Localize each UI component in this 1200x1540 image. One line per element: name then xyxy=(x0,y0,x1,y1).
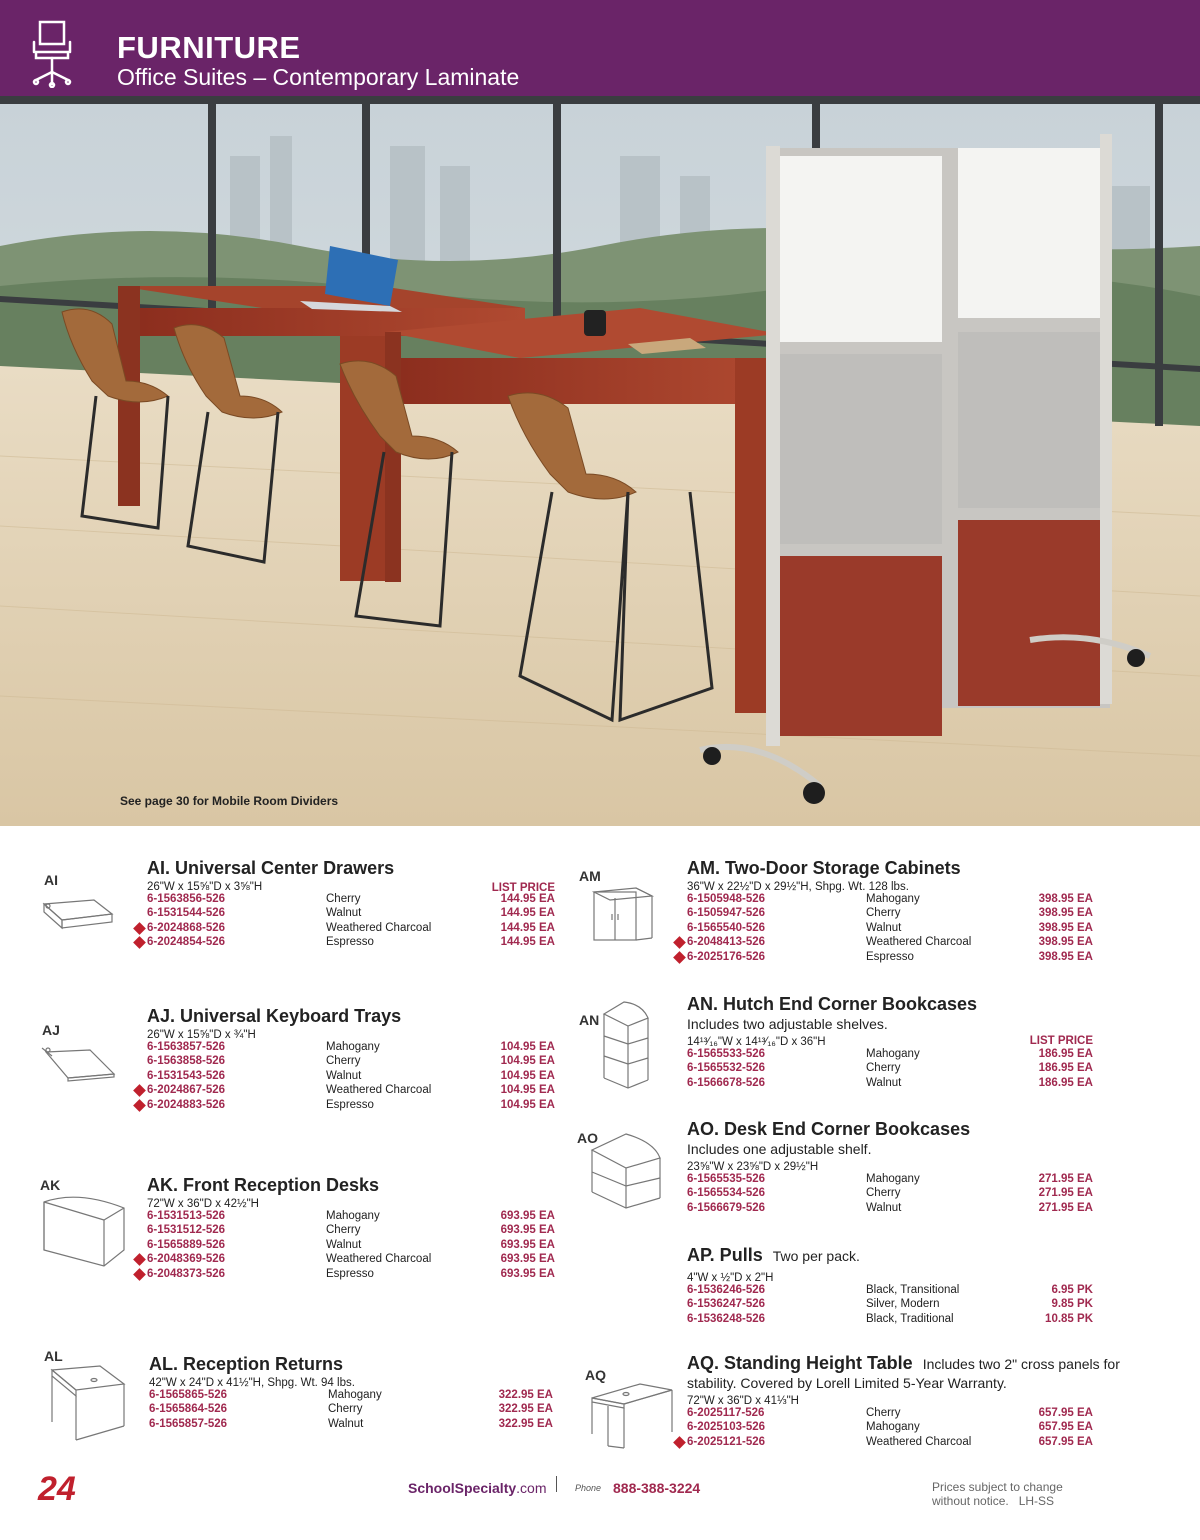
page-subtitle: Office Suites – Contemporary Laminate xyxy=(117,64,520,90)
sku-table xyxy=(687,1173,1093,1216)
finish-name: Weathered Charcoal xyxy=(866,1435,972,1448)
price: 104.95 EA xyxy=(500,1098,555,1111)
item-code-ao: AO xyxy=(577,1130,598,1146)
item-code-aq: AQ xyxy=(585,1367,606,1383)
finish-name: Cherry xyxy=(866,1062,901,1075)
storage-cabinet-thumbnail-icon xyxy=(588,882,658,948)
price: 104.95 EA xyxy=(500,1055,555,1068)
finish-name: Cherry xyxy=(326,1224,361,1237)
price: 271.95 EA xyxy=(1038,1187,1093,1200)
sku-number: 6-2048369-526 xyxy=(147,1253,226,1266)
product-dims: 42"W x 24"D x 41½"H, Shpg. Wt. 94 lbs. xyxy=(149,1377,355,1389)
sku-number: 6-1563858-526 xyxy=(147,1055,226,1068)
price: 693.95 EA xyxy=(500,1224,555,1237)
finish-name: Espresso xyxy=(326,936,374,949)
sku-table xyxy=(147,1041,555,1113)
sku-table xyxy=(687,1048,1093,1091)
finish-name: Cherry xyxy=(866,907,901,920)
product-aj xyxy=(147,1006,555,1113)
sku-number: 6-1565540-526 xyxy=(687,921,766,934)
new-item-diamond-icon xyxy=(133,922,146,935)
price: 322.95 EA xyxy=(498,1417,553,1430)
drawer-thumbnail-icon xyxy=(38,888,118,938)
finish-name: Espresso xyxy=(326,1267,374,1280)
sku-row xyxy=(687,1048,1093,1062)
sku-row xyxy=(147,893,555,907)
product-aq xyxy=(687,1353,1120,1450)
product-title: AQ. Standing Height Table xyxy=(687,1353,913,1373)
product-dims: 26"W x 15⅝"D x 3⅝"H xyxy=(147,881,263,893)
product-ap xyxy=(687,1245,1093,1327)
finish-name: Weathered Charcoal xyxy=(326,1084,432,1097)
sku-number: 6-1565857-526 xyxy=(149,1417,228,1430)
price: 693.95 EA xyxy=(500,1210,555,1222)
sku-row xyxy=(687,1187,1093,1201)
price: 322.95 EA xyxy=(498,1389,553,1401)
product-subtitle: Includes one adjustable shelf. xyxy=(687,1141,872,1157)
item-code-am: AM xyxy=(579,868,601,884)
finish-name: Espresso xyxy=(326,1098,374,1111)
finish-name: Black, Traditional xyxy=(866,1312,954,1325)
price: 104.95 EA xyxy=(500,1084,555,1097)
finish-name: Cherry xyxy=(328,1403,363,1416)
price: 657.95 EA xyxy=(1038,1407,1093,1419)
hero-photo xyxy=(0,96,1200,826)
phone-number[interactable]: 888-388-3224 xyxy=(613,1480,701,1496)
finish-name: Silver, Modern xyxy=(866,1298,940,1311)
finish-name: Mahogany xyxy=(866,1048,920,1060)
sku-number: 6-1565865-526 xyxy=(149,1389,228,1401)
sku-row xyxy=(687,1202,1093,1216)
finish-name: Weathered Charcoal xyxy=(326,1253,432,1266)
page-header xyxy=(0,0,1200,96)
sku-row xyxy=(147,1041,555,1055)
sku-number: 6-2024883-526 xyxy=(147,1098,226,1111)
sku-row xyxy=(149,1389,553,1403)
product-dims: 4"W x ½"D x 2"H xyxy=(687,1272,774,1284)
sku-number: 6-2048413-526 xyxy=(687,936,766,949)
price: 271.95 EA xyxy=(1038,1173,1093,1185)
list-price-label: LIST PRICE xyxy=(1029,1035,1093,1047)
sku-row xyxy=(147,1253,555,1267)
office-chair-icon xyxy=(28,18,76,88)
sku-number: 6-2025117-526 xyxy=(687,1407,765,1419)
sku-row xyxy=(147,1099,555,1113)
product-ak xyxy=(147,1175,555,1282)
finish-name: Weathered Charcoal xyxy=(326,921,432,934)
sku-row xyxy=(687,1173,1093,1187)
finish-name: Black, Transitional xyxy=(866,1284,960,1296)
website-domain: .com xyxy=(516,1480,547,1496)
sku-number: 6-1536247-526 xyxy=(687,1298,766,1311)
price: 398.95 EA xyxy=(1038,950,1093,963)
sku-number: 6-1565864-526 xyxy=(149,1403,228,1416)
sku-row xyxy=(147,1055,555,1069)
item-code-aj: AJ xyxy=(42,1022,60,1038)
product-dims: 14¹³⁄₁₆"W x 14¹³⁄₁₆"D x 36"H xyxy=(687,1036,826,1048)
sku-number: 6-1505948-526 xyxy=(687,893,766,905)
product-extra: Two per pack. xyxy=(772,1248,860,1264)
price: 104.95 EA xyxy=(500,1069,555,1082)
item-code-ak: AK xyxy=(40,1177,61,1193)
sku-number: 6-2048373-526 xyxy=(147,1267,226,1280)
price: 104.95 EA xyxy=(500,1041,555,1053)
finish-name: Mahogany xyxy=(866,1173,920,1185)
standing-table-thumbnail-icon xyxy=(586,1380,676,1450)
hero-note: See page 30 for Mobile Room Dividers xyxy=(120,794,339,808)
sku-table xyxy=(687,893,1093,965)
phone-label: Phone xyxy=(575,1483,602,1493)
sku-row xyxy=(147,1268,555,1282)
product-extra: Includes two 2" cross panels for xyxy=(922,1356,1120,1372)
product-dims: 72"W x 36"D x 42½"H xyxy=(147,1198,259,1210)
price: 10.85 PK xyxy=(1045,1312,1093,1325)
finish-name: Walnut xyxy=(866,921,902,934)
sku-number: 6-1531543-526 xyxy=(147,1069,226,1082)
sku-row xyxy=(687,951,1093,965)
price: 322.95 EA xyxy=(498,1403,553,1416)
product-am xyxy=(687,858,1093,965)
product-ao xyxy=(687,1119,1093,1216)
product-title: AM. Two-Door Storage Cabinets xyxy=(687,858,961,878)
sku-number: 6-1565532-526 xyxy=(687,1062,766,1075)
sku-row xyxy=(147,1070,555,1084)
price: 186.95 EA xyxy=(1038,1048,1093,1060)
finish-name: Walnut xyxy=(326,907,362,920)
footer-divider xyxy=(556,1476,557,1492)
finish-name: Mahogany xyxy=(328,1389,382,1401)
sku-number: 6-1565533-526 xyxy=(687,1048,766,1060)
new-item-diamond-icon xyxy=(673,951,686,964)
finish-name: Cherry xyxy=(326,893,361,905)
sku-table xyxy=(147,893,555,951)
sku-row xyxy=(687,1407,1093,1421)
price: 144.95 EA xyxy=(500,936,555,949)
product-al xyxy=(149,1354,553,1432)
sku-row xyxy=(147,936,555,950)
price: 186.95 EA xyxy=(1038,1062,1093,1075)
product-title: AP. Pulls xyxy=(687,1245,763,1265)
finish-name: Cherry xyxy=(866,1187,901,1200)
finish-name: Walnut xyxy=(326,1069,362,1082)
keyboard-tray-thumbnail-icon xyxy=(38,1040,120,1090)
sku-number: 6-1563857-526 xyxy=(147,1041,226,1053)
sku-number: 6-2025121-526 xyxy=(687,1435,766,1448)
finish-name: Mahogany xyxy=(866,1421,920,1434)
new-item-diamond-icon xyxy=(133,936,146,949)
finish-name: Walnut xyxy=(866,1201,902,1214)
product-dims: 36"W x 22½"D x 29½"H, Shpg. Wt. 128 lbs. xyxy=(687,881,909,893)
price: 693.95 EA xyxy=(500,1238,555,1251)
product-dims: 23⅝"W x 23⅝"D x 29½"H xyxy=(687,1161,819,1173)
sku-row xyxy=(147,922,555,936)
price: 144.95 EA xyxy=(500,907,555,920)
product-title: AN. Hutch End Corner Bookcases xyxy=(687,994,978,1014)
price-disclaimer xyxy=(932,1480,1063,1508)
sku-row xyxy=(687,1436,1093,1450)
price-disclaimer-line2: without notice. LH-SS xyxy=(932,1494,1055,1508)
finish-name: Weathered Charcoal xyxy=(866,936,972,949)
reception-desk-thumbnail-icon xyxy=(38,1190,130,1280)
sku-table xyxy=(687,1407,1093,1450)
product-title: AJ. Universal Keyboard Trays xyxy=(147,1006,402,1026)
new-item-diamond-icon xyxy=(133,1099,146,1112)
sku-row xyxy=(687,1077,1093,1091)
product-subtitle: Includes two adjustable shelves. xyxy=(687,1016,888,1032)
list-price-label: LIST PRICE xyxy=(491,882,555,894)
price: 657.95 EA xyxy=(1038,1435,1093,1448)
sku-table xyxy=(147,1210,555,1282)
website-name: SchoolSpecialty xyxy=(408,1480,517,1496)
new-item-diamond-icon xyxy=(133,1268,146,1281)
sku-number: 6-2025103-526 xyxy=(687,1421,766,1434)
sku-row xyxy=(687,1062,1093,1076)
sku-row xyxy=(687,907,1093,921)
new-item-diamond-icon xyxy=(133,1253,146,1266)
price: 398.95 EA xyxy=(1038,936,1093,949)
sku-row xyxy=(147,907,555,921)
sku-row xyxy=(147,1084,555,1098)
price: 398.95 EA xyxy=(1038,893,1093,905)
finish-name: Cherry xyxy=(866,1407,901,1419)
desk-bookcase-thumbnail-icon xyxy=(586,1130,664,1212)
finish-name: Espresso xyxy=(866,950,914,963)
sku-row xyxy=(687,936,1093,950)
sku-number: 6-1566678-526 xyxy=(687,1076,766,1089)
sku-row xyxy=(687,922,1093,936)
sku-number: 6-1565889-526 xyxy=(147,1238,226,1251)
sku-number: 6-1566679-526 xyxy=(687,1201,766,1214)
website-link[interactable] xyxy=(408,1480,547,1496)
price: 144.95 EA xyxy=(500,893,555,905)
sku-number: 6-1505947-526 xyxy=(687,907,766,920)
finish-name: Mahogany xyxy=(326,1041,380,1053)
price: 398.95 EA xyxy=(1038,907,1093,920)
finish-name: Walnut xyxy=(326,1238,362,1251)
product-title: AL. Reception Returns xyxy=(149,1354,344,1374)
page-title: FURNITURE xyxy=(117,30,301,65)
sku-number: 6-1531513-526 xyxy=(147,1210,226,1222)
product-title: AO. Desk End Corner Bookcases xyxy=(687,1119,971,1139)
product-dims: 72"W x 36"D x 41⅓"H xyxy=(687,1395,799,1407)
price-disclaimer-line1: Prices subject to change xyxy=(932,1480,1063,1494)
sku-number: 6-1565534-526 xyxy=(687,1187,766,1200)
price: 657.95 EA xyxy=(1038,1421,1093,1434)
price: 271.95 EA xyxy=(1038,1201,1093,1214)
sku-number: 6-2024854-526 xyxy=(147,936,226,949)
product-dims: 26"W x 15⅝"D x ¾"H xyxy=(147,1029,256,1041)
sku-table xyxy=(687,1284,1093,1327)
reception-return-thumbnail-icon xyxy=(44,1362,130,1446)
product-ai xyxy=(147,858,555,951)
price: 6.95 PK xyxy=(1051,1284,1093,1296)
item-code-an: AN xyxy=(579,1012,600,1028)
sku-table xyxy=(149,1389,553,1432)
sku-row xyxy=(149,1403,553,1417)
sku-row xyxy=(147,1239,555,1253)
sku-row xyxy=(687,1298,1093,1312)
sku-number: 6-1536246-526 xyxy=(687,1284,766,1296)
sku-number: 6-2024868-526 xyxy=(147,921,226,934)
new-item-diamond-icon xyxy=(673,936,686,949)
sku-row xyxy=(147,1210,555,1224)
sku-number: 6-1531512-526 xyxy=(147,1224,226,1237)
finish-name: Mahogany xyxy=(866,893,920,905)
sku-row xyxy=(687,1421,1093,1435)
sku-row xyxy=(687,1284,1093,1298)
item-code-ai: AI xyxy=(44,872,58,888)
product-title: AK. Front Reception Desks xyxy=(147,1175,380,1195)
sku-number: 6-2025176-526 xyxy=(687,950,766,963)
sku-number: 6-1563856-526 xyxy=(147,893,226,905)
sku-row xyxy=(147,1224,555,1238)
sku-row xyxy=(687,893,1093,907)
product-subtitle: stability. Covered by Lorell Limited 5-Year Warranty. xyxy=(687,1375,1007,1391)
product-an xyxy=(687,994,1093,1091)
price: 693.95 EA xyxy=(500,1267,555,1280)
item-code-al: AL xyxy=(44,1348,63,1364)
price: 398.95 EA xyxy=(1038,921,1093,934)
price: 186.95 EA xyxy=(1038,1076,1093,1089)
page-number: 24 xyxy=(38,1470,76,1508)
product-title: AI. Universal Center Drawers xyxy=(147,858,395,878)
sku-number: 6-2024867-526 xyxy=(147,1084,226,1097)
finish-name: Walnut xyxy=(866,1076,902,1089)
price: 9.85 PK xyxy=(1051,1298,1093,1311)
sku-number: 6-1565535-526 xyxy=(687,1173,766,1185)
finish-name: Cherry xyxy=(326,1055,361,1068)
finish-name: Walnut xyxy=(328,1417,364,1430)
sku-row xyxy=(149,1418,553,1432)
sku-row xyxy=(687,1313,1093,1327)
sku-number: 6-1536248-526 xyxy=(687,1312,766,1325)
hutch-bookcase-thumbnail-icon xyxy=(598,1000,652,1090)
price: 144.95 EA xyxy=(500,921,555,934)
price: 693.95 EA xyxy=(500,1253,555,1266)
sku-number: 6-1531544-526 xyxy=(147,907,226,920)
finish-name: Mahogany xyxy=(326,1210,380,1222)
new-item-diamond-icon xyxy=(133,1084,146,1097)
